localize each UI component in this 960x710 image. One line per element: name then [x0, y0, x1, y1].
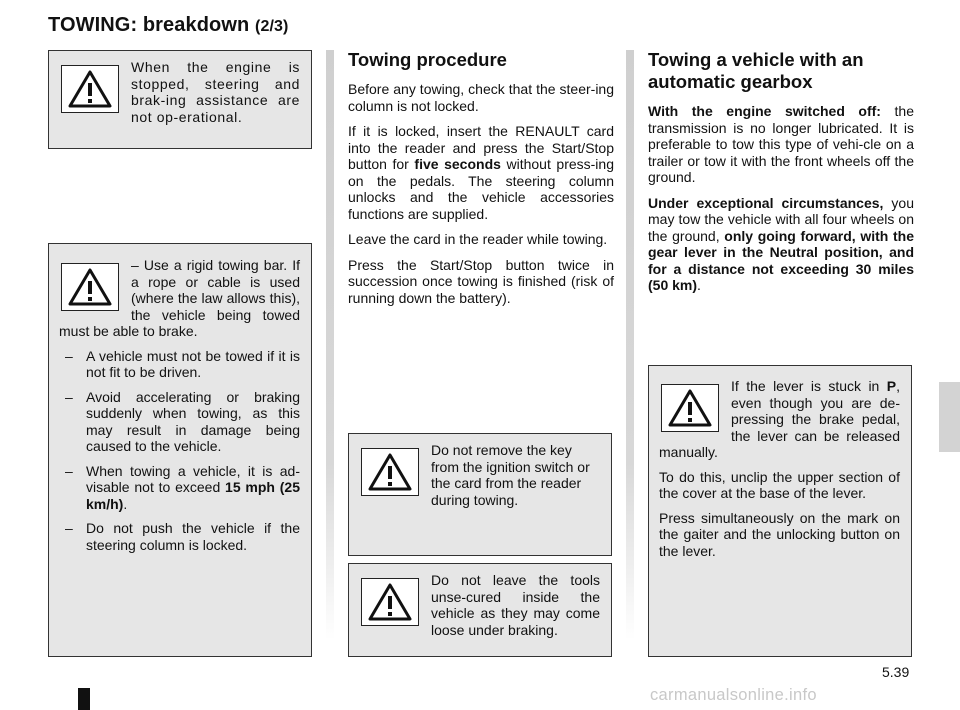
paragraph: Leave the card in the reader while towing.: [348, 231, 608, 247]
towing-rule-item: – When towing a vehicle, it is ad-visable not to exceed 15 mph (25 km/h).: [65, 462, 300, 512]
warning-box-lever-stuck: [648, 365, 912, 657]
towing-rule-item: – A vehicle must not be towed if it is not fit to be driven.: [65, 347, 300, 380]
page-number: 5.39: [882, 664, 910, 680]
warning-triangle-icon: [361, 578, 419, 626]
warning-triangle-icon: [61, 263, 119, 311]
warning-triangle-icon: [661, 384, 719, 432]
warning-triangle-icon: [361, 448, 419, 496]
towing-rule-first: – Use a rigid towing bar. If a rope or cable is used (where the law allows this), the vehicle being towed must be able to brake.: [59, 257, 300, 339]
page-title-suffix: (2/3): [255, 18, 289, 35]
warning-text: When the engine is stopped, steering and brak-ing assistance are not op-erational.: [131, 59, 300, 125]
warning-text: To do this, unclip the upper section of the cover at the base of the lever.: [659, 468, 900, 501]
warning-text: Press simultaneously on the mark on the gaiter and the unlocking button on the lever.: [659, 509, 900, 559]
section-automatic-gearbox: [648, 49, 914, 303]
towing-rule-item: – Avoid accelerating or braking suddenly when towing, as this may result in damage being caused to the vehicle.: [65, 388, 300, 454]
chapter-tab: [939, 382, 960, 452]
column-divider-left: [326, 50, 334, 640]
warning-text: If the lever is stuck in P, even though you are de-pressing the brake pedal, the lever can be released manually.: [659, 378, 900, 460]
paragraph: Press the Start/Stop button twice in succession once towing is finished (risk of running down the battery).: [348, 256, 614, 306]
paragraph: Before any towing, check that the steer-ing column is not locked.: [348, 81, 614, 114]
towing-rule-item: – Do not push the vehicle if the steering column is locked.: [65, 520, 300, 553]
paragraph: If it is locked, insert the RENAULT card into the reader and press the Start/Stop button for five seconds without press-ing on the pedals. The steering column unlocks and the vehicle accessories functions are supplied.: [348, 123, 614, 222]
section-heading: Towing a vehicle with an automatic gearbox: [648, 49, 864, 92]
warning-box-engine-stopped: [48, 50, 312, 149]
column-divider-right: [626, 50, 634, 640]
paragraph: With the engine switched off: the transmission is no longer lubricated. It is preferable to tow this type of vehi-cle on a trailer or tow it with the front wheels off the ground.: [648, 103, 915, 185]
paragraph: Under exceptional circumstances, you may tow the vehicle with all four wheels on the ground, only going forward, with the gear lever in the Neutral position, and for a distance not exceeding 30 miles (50 km).: [648, 194, 914, 293]
section-towing-procedure: [348, 49, 614, 315]
warning-box-key-removal: [348, 433, 612, 556]
warning-triangle-icon: [61, 65, 119, 113]
page-title: TOWING: breakdown (2/3): [48, 14, 289, 36]
warning-text: Do not remove the key from the ignition switch or the card from the reader during towing.: [431, 442, 590, 508]
warning-box-tools: [348, 563, 612, 657]
footer-marker: [78, 688, 90, 710]
warning-box-towing-rules: [48, 243, 312, 657]
warning-text: Do not leave the tools unse-cured inside the vehicle as they may come loose under braking.: [431, 572, 600, 638]
section-heading: Towing procedure: [348, 49, 507, 70]
watermark: carmanualsonline.info: [650, 686, 817, 704]
